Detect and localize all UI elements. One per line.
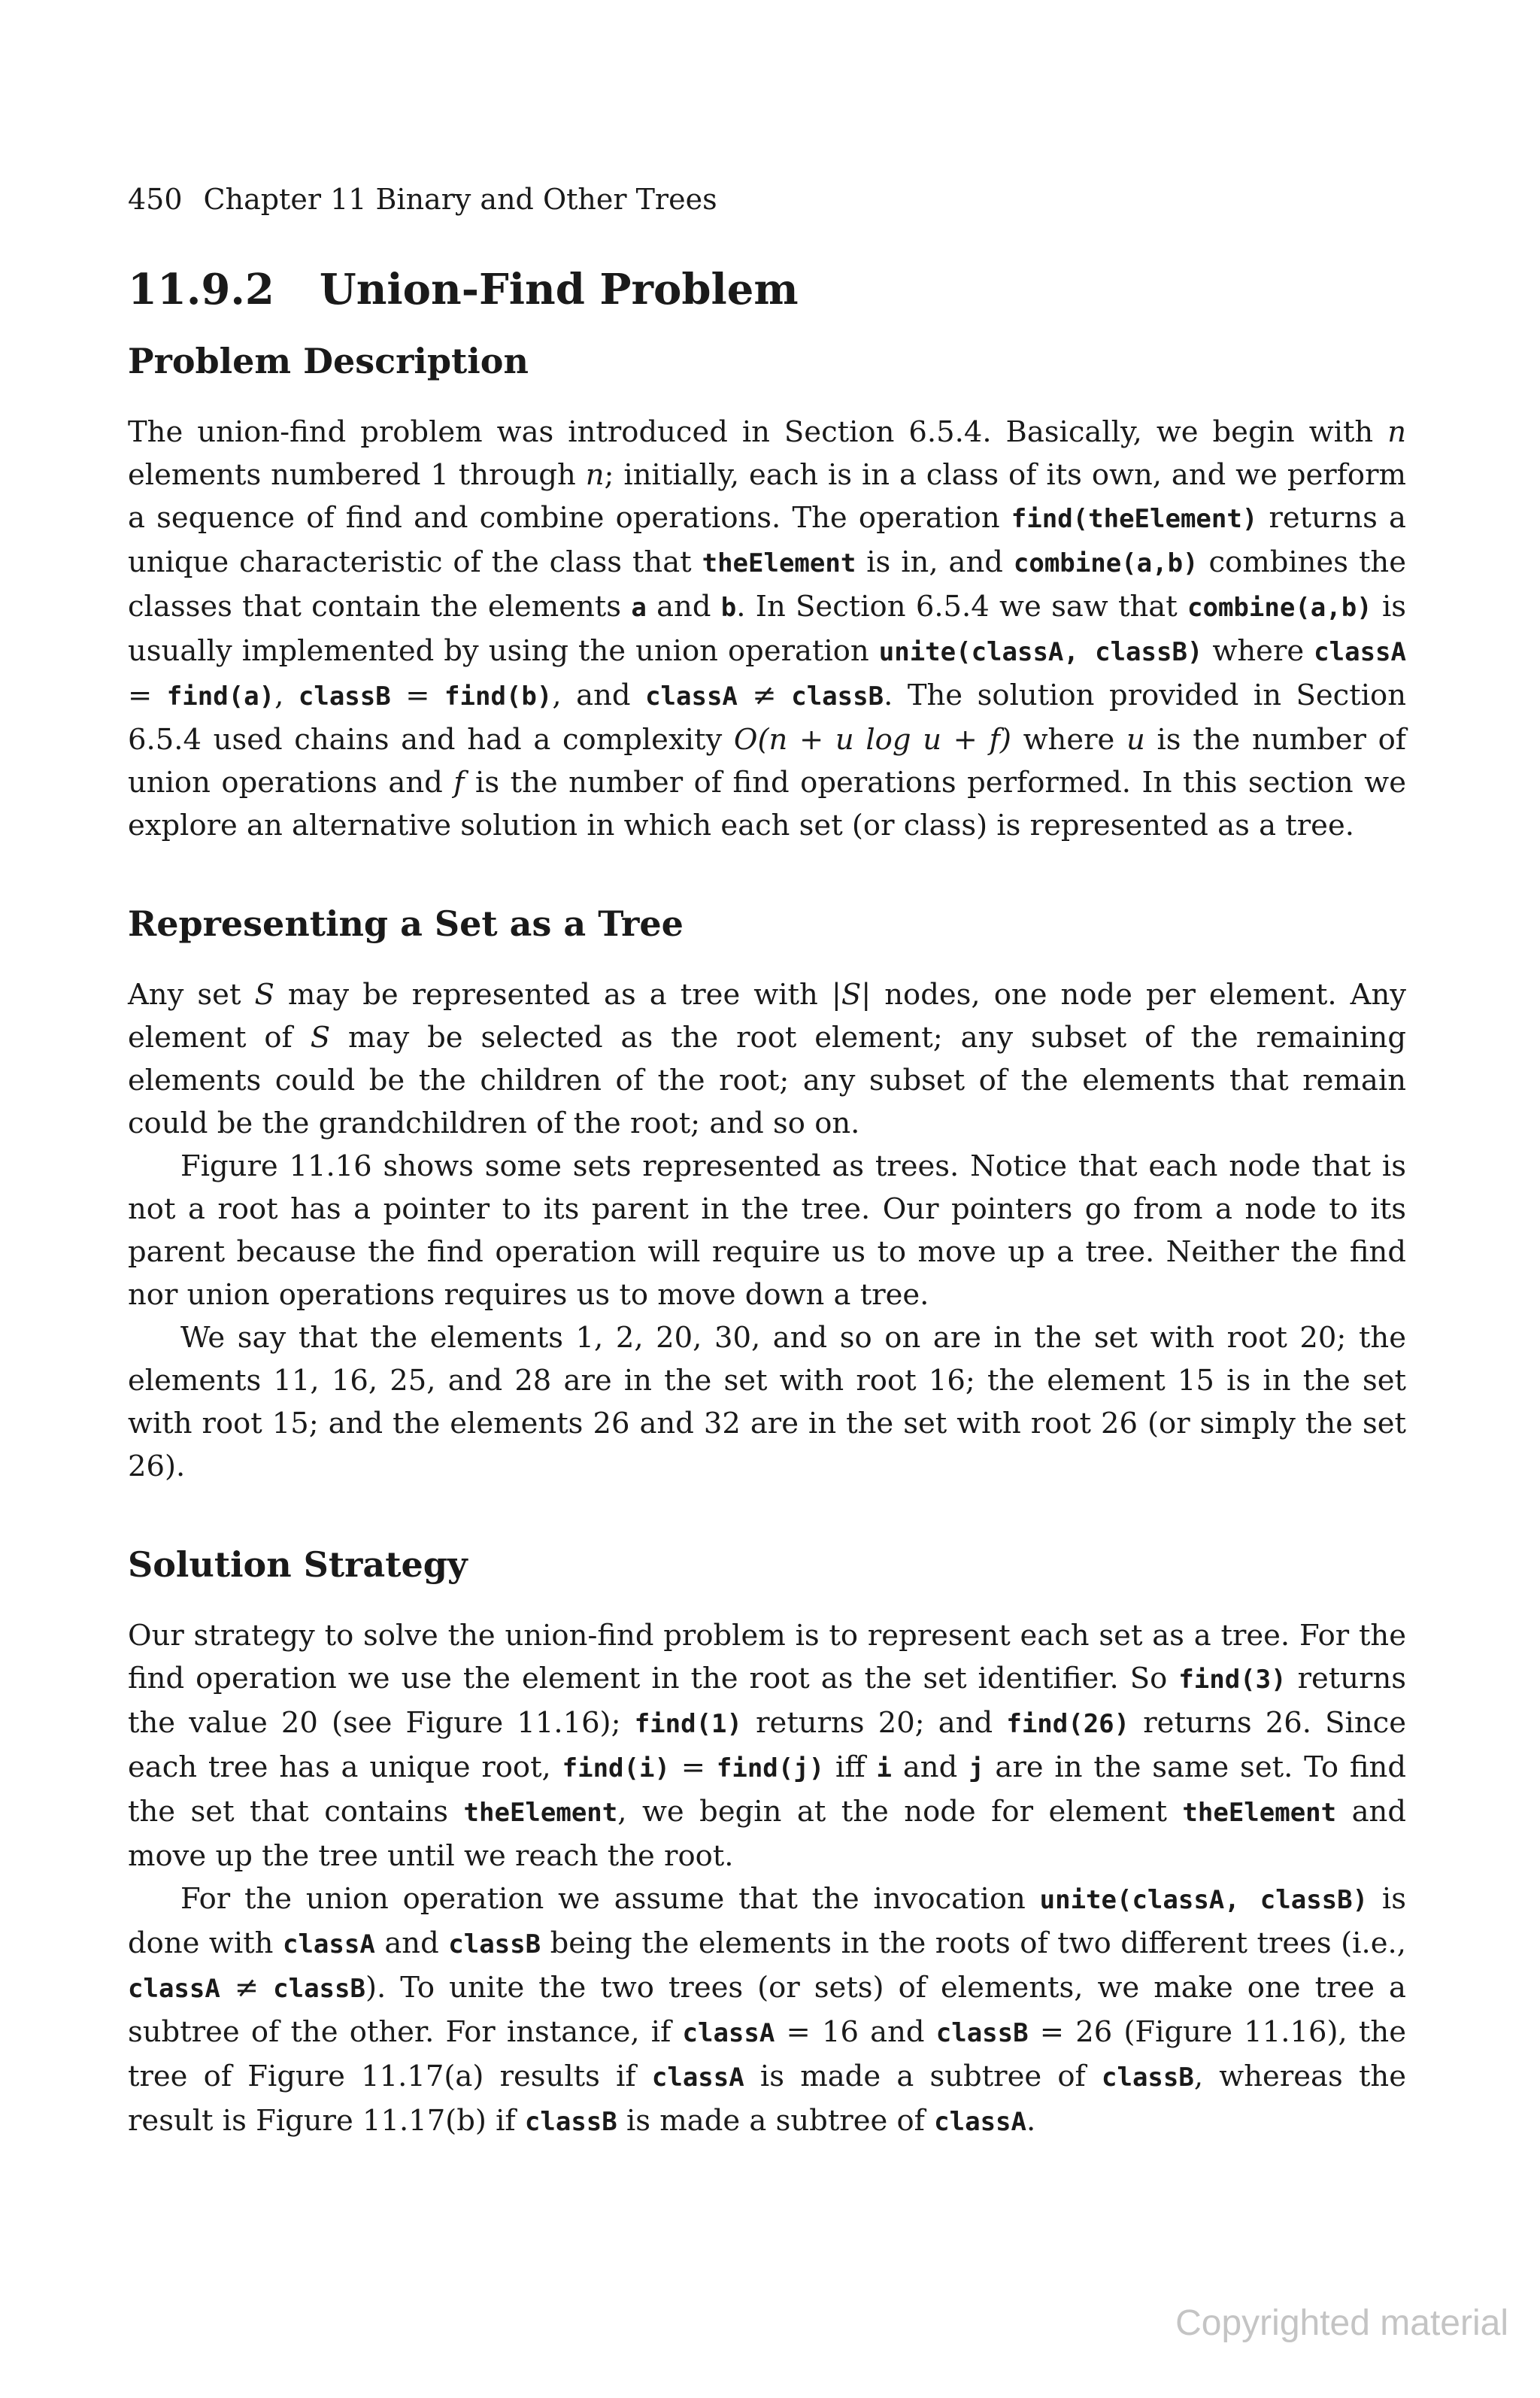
- representing-paragraph-2: Figure 11.16 shows some sets represented as trees. Notice that each node that is not a root has a pointer to its parent in the tree. Our pointers go from a node to its parent because the find operation will require us to move up a tree. Neither the find nor union operations requires us to move down a tree.: [128, 1149, 1406, 1312]
- solution-block: [128, 1542, 1406, 2144]
- running-head: [128, 181, 1406, 218]
- page-number: 450: [128, 183, 183, 216]
- section-title: Union-Find Problem: [319, 265, 799, 314]
- chapter-title: Chapter 11 Binary and Other Trees: [203, 183, 717, 216]
- section-heading: [128, 263, 1406, 316]
- representing-block: [128, 901, 1406, 1488]
- problem-description-heading: Problem Description: [128, 341, 529, 381]
- solution-heading: Solution Strategy: [128, 1544, 468, 1585]
- solution-paragraph-1: Our strategy to solve the union-find problem is to represent each set as a tree. For the find operation we use the element in the root as the set identifier. So find(3) returns the value 20 (see Figure 11.16); find(1) returns 20; and find(26) returns 26. Since each tree has a unique root, find(i) = find(j) iff i and j are in the same set. To find the set that contains theElement, we begin at the node for element theElement and move up the tree until we reach the root.: [128, 1619, 1407, 1873]
- problem-description-paragraph: The union-find problem was introduced in Section 6.5.4. Basically, we begin with n elements numbered 1 through n; initially, each is in a class of its own, and we perform a sequence of find and combine operations. The operation find(theElement) returns a unique characteristic of the class that theElement is in, and combine(a,b) combines the classes that contain the elements a and b. In Section 6.5.4 we saw that combine(a,b) is usually implemented by using the union operation unite(classA, classB) where classA = find(a), classB = find(b), and classA ≠ classB. The solution provided in Section 6.5.4 used chains and had a complexity O(n + u log u + f) where u is the number of union operations and f is the number of find operations performed. In this section we explore an alternative solution in which each set (or class) is represented as a tree.: [128, 415, 1407, 842]
- problem-description-block: [128, 338, 1406, 847]
- representing-heading: Representing a Set as a Tree: [128, 903, 684, 944]
- section-number: 11.9.2: [128, 265, 274, 314]
- representing-paragraph-1: Any set S may be represented as a tree with |S| nodes, one node per element. Any element of S may be selected as the root element; any subset of the remaining elements could be the children of the root; any subset of the elements that remain could be the grandchildren of the root; and so on.: [128, 978, 1406, 1140]
- book-page: [128, 181, 1406, 2198]
- copyright-watermark: Copyrighted material: [1175, 2303, 1508, 2343]
- solution-paragraph-2: For the union operation we assume that the invocation unite(classA, classB) is done with classA and classB being the elements in the roots of two different trees (i.e., classA ≠ classB). To unite the two trees (or sets) of elements, we make one tree a subtree of the other. For instance, if classA = 16 and classB = 26 (Figure 11.16), the tree of Figure 11.17(a) results if classA is made a subtree of classB, whereas the result is Figure 11.17(b) if classB is made a subtree of classA.: [128, 1882, 1407, 2138]
- representing-paragraph-3: We say that the elements 1, 2, 20, 30, and so on are in the set with root 20; the elements 11, 16, 25, and 28 are in the set with root 16; the element 15 is in the set with root 15; and the elements 26 and 32 are in the set with root 26 (or simply the set 26).: [128, 1321, 1406, 1483]
